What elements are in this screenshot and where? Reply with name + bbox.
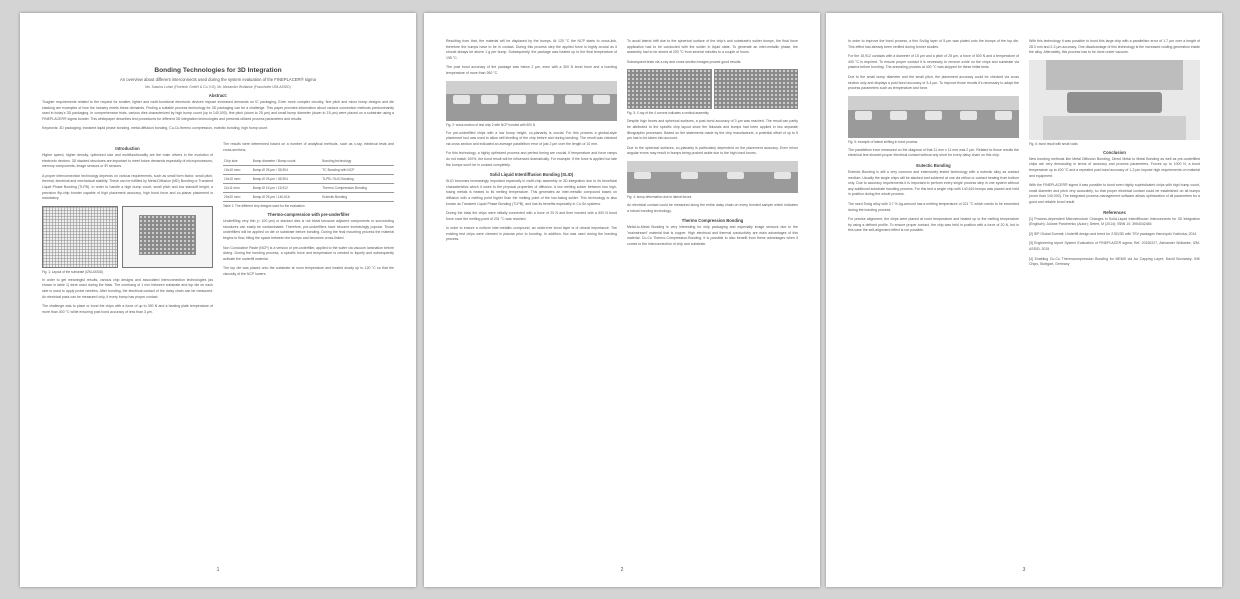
page-number: 3 (1022, 567, 1026, 573)
figure-4-bump-deformation-image (627, 161, 798, 193)
paragraph: An electrical contact could be measured along the entire daisy chain on every bonded sample which indicates a robust bonding technology. (627, 202, 798, 213)
table-cell: 10x10 mm² (223, 175, 252, 184)
page-1 (20, 13, 416, 587)
table-cell: 20x20 mm² (223, 193, 252, 202)
keywords: Keywords: 3D packaging, transient liquid phase bonding, metal-diffusion bonding, Cu-Cu thermo compression, eutectic bonding, high bump count (42, 126, 268, 131)
doc-title: Bonding Technologies for 3D Integration (154, 67, 282, 74)
paragraph: SLID becomes increasingly important especially in multi-chip assembly or 3D-integration due to its beneficial characteristics which it owes to the physical properties of diffusion. A low melting solder between two high-fusing metals is heated to its melting temperature. This generates an inter-metallic compound based on diffusion with a melting point higher than the melting point of the low-fusing solder. This technology is also known as Transient Liquid Phase Bonding (TLPB), and has its benefits especially in Cu-Sn systems. (446, 179, 617, 206)
table-header-cell: Bump diameter / Bump count (252, 157, 322, 166)
section-heading: Eutectic Bonding (916, 162, 951, 168)
figure-2-caption: Fig. 2: cross-section of test chip 2 with NCP bonded with 500 N (446, 122, 536, 127)
figure-1-caption: Fig. 1: Layout of the substrate (IZM-ASSID) (42, 269, 104, 274)
table-row (223, 166, 394, 175)
table-cell: 11x11 mm² (223, 184, 252, 193)
table-cell: Eutectic Bonding (321, 193, 394, 202)
paragraph: For pre-underfilled chips with a low bump height, co-planarity is crucial. For this process a gimbal-style placement tool was used to allow self-levelling of the chip before and during bonding. The result was checked via cross section and indicated an average parallelism error of just 2 µm over the length of 10 mm. (446, 130, 617, 146)
paragraph: In order to improve the bond process, a thin Sn/Ag layer of 5 µm was plated onto the bumps of the top die. This effect has already been verified during former studies. (848, 39, 1019, 49)
intro-heading: Introduction (115, 145, 140, 151)
reference-item: [4] Enabling Cu-Cu Thermocompression Bonding for MEMS via Au Capping Layer; David Borowsky; INK Chips, Stuttgart, Germany (1029, 256, 1200, 267)
paragraph: For this technology, a highly optimized process and perfect timing are crucial. If temperature and force ramps do not match 100%, the bond result will be influenced dramatically. For example, if the force is applied too late the bumps won't be in contact completely. (446, 151, 617, 167)
page-2 (424, 13, 820, 587)
table-row (223, 193, 394, 202)
page2-col-left (446, 39, 617, 252)
paragraph: To avoid lateral drift due to the spherical surface of the chip's and substrate's solder bumps, the final force application had to be conducted with the solder in liquid state. To generate an inter-metallic phase, the assembly had to be stored at 200 °C from several minutes to a couple of hours. (627, 39, 798, 55)
paragraph: Non Conductive Paste (NCP) is a version of pre-underfiller, applied to the wafer via vacuum lamination before dicing. During the bonding process, a specific force and temperature is needed to liquefy and subsequently activate the underfill material. (223, 245, 394, 261)
paragraph: The results were determined based on a number of analytical methods, such as x-ray, electrical tests and cross-sections. (223, 141, 394, 152)
page3-col-left (848, 39, 1019, 272)
figure-6-bond-result-image (1029, 60, 1200, 140)
table-cell: TC Bonding with NCP (321, 166, 394, 175)
page-number: 2 (620, 567, 624, 573)
reference-item: [2] IEP Global Summit; Underfill design and trend for 2.5D/3D with TSV packages Harunyoki Yoshioka; 2014 (1029, 231, 1197, 236)
paragraph: A proper interconnection technology depends on various requirements, such as small form factor, small pitch, thermal, electrical and mechanical stability. These can be fulfilled by Metal Diffusion (MD) Bonding or Transient Liquid Phase Bonding (TLPB). In order to handle a high bump count, small pitch and low standoff height, a precision flip-chip bonder capable of high placement accuracy, high bond force and co-planar placement is mandatory. (42, 173, 213, 201)
chip-design-table (223, 157, 394, 202)
figure-3-caption: Fig. 3: X-ray of the 4 corners indicates a vertical assembly (627, 111, 709, 116)
paragraph: Higher speed, higher density, optimized size and multifunctionality are the main drivers in the evolution of electronic devices. 3D stacked structures are important to meet future demands especially of microprocessors, memory components, image sensors or IR sensors. (42, 152, 213, 169)
reference-item: [3] Engineering report System Evaluation of FINEPLACER sigma; Ref. 20150227, Alexander Wollanke, IZM-ASSID; 2015 (1029, 241, 1200, 251)
paragraph: Despite high forces and spherical surfaces, a post bond accuracy of 3 µm was reached. The result can partly be attributed to the specific chip layout since the fiducials and bumps had been applied in two separate lithographic processes. Based on the statements made by the chip manufacturer, a potential offset of up to 5 µm has to be taken into account. (627, 119, 798, 141)
paragraph: During the trials the chips were initially connected with a force of 20 N and then bonded with a 500 N bond force once the melting point of 231 °C was reached. (446, 211, 617, 221)
paragraph: Eutectic Bonding is still a very common and extensively tested technology with a eutectic alloy as contact medium. Usually the single chips will be stacked and soldered at one via reflow or contact heating from bottom only. Due to accuracy requirements it is important to perform every single process step in one system without any additional substrate handling process. For this test a single chip with 140,616 bumps was placed and held in position during the whole process. (848, 169, 1019, 197)
paragraph: Due to the spherical surfaces, co-planarity is particularly dependent on the placement accuracy. Even minor angular errors may result in bumps being pushed aside due to the high bond forces. (627, 145, 798, 156)
table-cell: Bump Ø 25 µm / 35,904 (252, 175, 322, 184)
paragraph: The parallelism error measured on the diagonal of that 11 mm x 11 mm was 2 µm. Related to those results the electrical test showed proper electrical contact without any short for every daisy chain on this chip. (848, 147, 1019, 158)
conclusion-heading: Conclusion (1103, 149, 1126, 155)
figure-5-lateral-shift-image (848, 96, 1019, 138)
table-row (223, 175, 394, 184)
paragraph: In order to ensure a uniform inter-metallic compound, an oxide-free bond layer is of utmost importance. The existing test chips were cleaned in plasma prior to bonding. In addition, flux was used during the bonding process. (446, 226, 617, 242)
doc-authors: Ms. Sascha Lohse (Finetech GmbH & Co. KG); Mr. Alexander Wollanke (Fraunhofer IZM-ASSID) (145, 85, 291, 89)
page3-col-right (1029, 39, 1200, 272)
paragraph: With the FINEPLACER® sigma it was possible to bond even highly sophisticated chips with high bump count, small diameter and pitch very accurately, so that proper electrical contact could be established on all bumps (more than 140,000). The integrated process management software allows optimization of all parameters for a good and reliable bond result. (1029, 183, 1200, 204)
paragraph: Due to the small bump diameter and the small pitch, the placement accuracy could be checked via cross section only and displays a post bond accuracy of 3-4 µm. To improve those results it's necessary to adapt the process parameters such as temperature and force. (848, 74, 1019, 91)
paragraph: With this technology it was possible to bond this large chip with a parallelism error of 1.7 µm over a length of 28.3 mm and 2-3 µm accuracy. One disadvantage of this technology is the increased voiding generation inside the alloy. Alternately, this process has to be done under vacuum. (1029, 39, 1200, 55)
page-number: 1 (216, 567, 220, 573)
table-header-cell: Chip size (223, 157, 252, 166)
paragraph: For the 15,912 contacts with a diameter of 15 µm and a pitch of 25 µm, a force of 500 N and a temperature of 400 °C is required. To ensure proper contact it is necessary to remove oxide on the chips and substrate via plasma before bonding. The annealing process at 400 °C was skipped for these initial tests. (848, 54, 1019, 70)
paragraph: Metal-to-Metal Bonding is very interesting for chip packaging and especially image sensors due to the "mainstream" material that is copper. High electrical and thermal conductivity are main advantages of this material. Cu-Cu Thermo-Compression-Bonding, it is possible to also benefit from these advantages when it comes to the interconnection of chip and substrate. (627, 225, 798, 246)
page1-col-left (42, 142, 213, 319)
abstract-text: Tougher requirements related to the request for smaller, lighter and multi-functional electronic devices impose increased demands on IC packaging. Even more complex circuitry, fine pitch and micro bump designs and die stacking are examples of how the industry meets these demands. Finding a suitable process technology for 3D packaging can be a challenge. This paper provides information about various connection methods predominantly used in today's 3D packaging. In comprehensive trials, various dies characterized by high bump count (up to 140,000), fine pitch (down to 25 µm) and small bump diameter (down to 15 µm) were placed on a substrate using a FINEPLACER® sigma bonder. This whitepaper describes test procedures for different 3D integration technologies and presents utilized process parameters and results. (42, 100, 394, 121)
paragraph: The used SnAg alloy with 3.7 % Ag-amount has a melting temperature of 221 °C which needs to be exceeded during the bonding process. (848, 201, 1019, 212)
figure-4-caption: Fig. 4: bump deformation due to lateral forces (627, 194, 692, 199)
paragraph: Resulting from that, the material will be displaced by the bumps. At 120 °C the NCP starts to cross-link, therefore the bumps have to be in contact. During this process step the applied force is highly crucial as it should always be above 1 g per bump. Subsequently, the package was heated up to the final temperature of 195 °C. (446, 39, 617, 60)
figure-3-xray-image (627, 69, 798, 109)
substrate-layout-image (42, 206, 118, 268)
section-heading: Thermo-compression with pre-underfiller (267, 212, 350, 218)
paragraph: The challenge was to place or bond the chips with a force of up to 300 N and a heating plate temperature of more than 400 °C while ensuring post bond accuracy of less than 3 µm. (42, 304, 213, 314)
table-cell: Bump Ø 25 µm / 35,904 (252, 166, 322, 175)
paragraph: For precise alignment, the chips were placed at room temperature and heated up to the melting temperature by using a defined profile. To ensure proper contact, the chip was held in position with a force of 20 N, but in this case the self-alignment effect is not possible. (848, 217, 1019, 233)
table-cell: TLPB / SLID Bonding (321, 175, 394, 184)
section-heading: Thermo Compression Bonding (681, 218, 744, 224)
figure-5-caption: Fig. 5: example of lateral shifting in bond process. (848, 139, 919, 144)
page1-col-right (223, 142, 394, 319)
paragraph: Subsequent tests via x-ray and cross section images proved good results. (627, 59, 742, 64)
doc-subtitle: An overview about different interconnects used during the system evaluation of the FINEPLACER® sigma (120, 77, 316, 82)
page2-col-right (627, 39, 798, 252)
paragraph: In order to get meaningful results, various chip designs and associated interconnection technologies (as shown in table 1) were used during the trials. The overhang of 1 mm between substrate and top die on each side is used to apply probe needles. After bonding, the electrical contact of the daisy chain can be measured. An electrical pass can be measured only, if every bump has proper contact. (42, 277, 213, 299)
table-header-cell: Bonding technology (321, 157, 394, 166)
paragraph: The post bond accuracy of the package was below 2 µm, even with a 300 N bond force and a bonding temperature of more than 260 °C. (446, 65, 617, 75)
abstract-heading: Abstract: (208, 93, 228, 98)
paragraph: The top die was placed onto the substrate at room temperature and heated slowly up to 120 °C so that the viscosity of the NCP lowers. (223, 266, 394, 276)
references-heading: References (1103, 209, 1126, 215)
figure-6-caption: Fig. 6: bond result with small voids (1029, 141, 1078, 146)
paragraph: New bonding methods like Metal Diffusion Bonding, Direct Metal to Metal Bonding as well as pre-underfilled chips are very demanding in terms of accuracy and process parameters. Forces up to 1000 N, a bond temperature up to 400 °C and a repeated post bond accuracy of 1-3 µm impose high requirements on material and equipment. (1029, 156, 1200, 178)
figure-1 (42, 206, 213, 268)
table-cell: 10x10 mm² (223, 166, 252, 175)
reference-item: [1] Process-dependent Microstructure Changes in Solid-Liquid Interdiffusion Interconnects for 3D Integration (Englisch); Juliane Panchenko (Autor); Detert, M (2014); ISBN 10: 3954042484 (1029, 216, 1200, 227)
table-header-row (223, 157, 394, 166)
table-cell: Thermo Compression Bonding (321, 184, 394, 193)
figure-2-cross-section-image (446, 81, 617, 121)
substrate-detail-image (122, 206, 213, 268)
table-cell: Bump Ø 25 µm / 140,616 (252, 193, 322, 202)
table-cell: Bump Ø 15 µm / 15,912 (252, 184, 322, 193)
section-heading: Solid Liquid Interdiffusion Bonding (SLID) (489, 172, 574, 178)
page-3 (826, 13, 1222, 587)
paragraph: Underfilling very thin (< 100 µm) or stacked dies is not trivial because adjacent components or surrounding structures can easily be contaminated. Therefore, pre-underfillers have become increasingly popular. Those underfillers will be applied on die or substrate before bonding. During the final mounting process the material begins to flow, filling the space between the bumps and becomes cross-linked. (223, 219, 394, 240)
table-1-caption: Table 1: The different chip designs used for the evaluation (223, 204, 305, 209)
table-row (223, 184, 394, 193)
